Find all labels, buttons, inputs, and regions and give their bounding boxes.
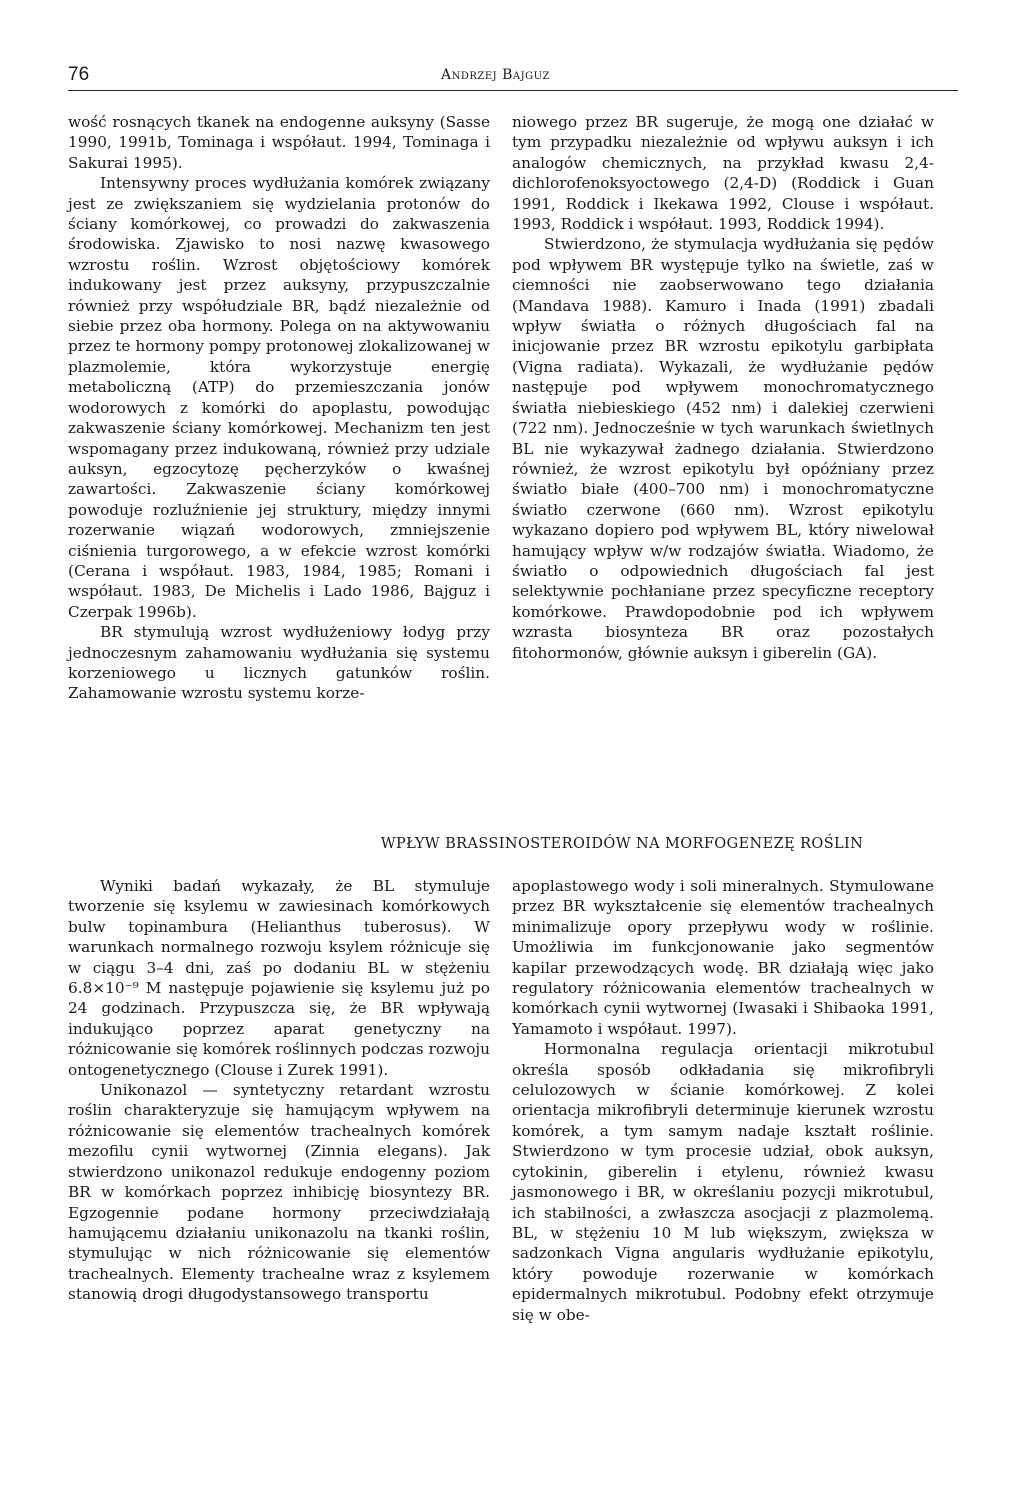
paragraph: niowego przez BR sugeruje, że mogą one działać w tym przypadku niezależnie od wpływu auksyn i ich analogów chemicznych, na przykład kwasu 2,4-dichlorofenoksyoctowego (2,4-D) (Roddick i Guan 1991, Roddick i Ikekawa 1992, Clouse i współaut. 1993, Roddick i współaut. 1993, Roddick 1994).: [512, 113, 934, 234]
paragraph: Intensywny proces wydłużania komórek związany jest ze zwiększaniem się wydzielania protonów do ściany komórkowej, co prowadzi do zakwaszenia środowiska. Zjawisko to nosi nazwę kwasowego wzrostu roślin. Wzrost objętościowy komórek indukowany jest przez auksyny, przypuszczalnie również przy współudziale BR, bądź niezależnie od siebie przez oba hormony. Polega on na aktywowaniu przez te hormony pompy protonowej zlokalizowanej w plazmolemie, która wykorzystuje energię metaboliczną (ATP) do przemieszczania jonów wodorowych z komórki do apoplastu, powodując zakwaszenie ściany komórkowej. Mechanizm ten jest wspomagany przez indukowaną, również przy udziale auksyn, egzocytozę pęcherzyków o kwaśnej zawartości. Zakwaszenie ściany komórkowej powoduje rozluźnienie jej struktury, między innymi rozerwanie wiązań wodorowych, zmniejszenie ciśnienia turgorowego, a w efekcie wzrost komórki (Cerana i współaut. 1983, 1984, 1985; Romani i współaut. 1983, De Michelis i Lado 1986, Bajguz i Czerpak 1996b).: [68, 174, 490, 621]
running-head-author: Andrzej Bajguz: [441, 67, 550, 83]
paragraph: apoplastowego wody i soli mineralnych. Stymulowane przez BR wykształcenie się elementów trachealnych minimalizuje opory przepływu wody w roślinie. Umożliwia im funkcjonowanie jako segmentów kapilar przewodzących wodę. BR działają więc jako regulatory różnicowania elementów trachealnych w komórkach cynii wytwornej (Iwasaki i Shibaoka 1991, Yamamoto i współaut. 1997).: [512, 877, 934, 1038]
top-right-column: [512, 112, 934, 663]
bottom-right-column: [512, 876, 934, 1325]
paragraph: Unikonazol — syntetyczny retardant wzrostu roślin charakteryzuje się hamującym wpływem na różnicowanie się elementów trachealnych komórek mezofilu cynii wytwornej (Zinnia elegans). Jak stwierdzono unikonazol redukuje endogenny poziom BR w komórkach poprzez inhibicję biosyntezy BR. Egzogennie podane hormony przeciwdziałają hamującemu działaniu unikonazolu na tkanki roślin, stymulując w nich różnicowanie się elementów trachealnych. Elementy trachealne wraz z ksylemem stanowią drogi długodystansowego transportu: [68, 1081, 490, 1304]
paragraph: BR stymulują wzrost wydłużeniowy łodyg przy jednoczesnym zahamowaniu wydłużania się systemu korzeniowego u licznych gatunków roślin. Zahamowanie wzrostu systemu korze-: [68, 623, 490, 703]
paragraph: Stwierdzono, że stymulacja wydłużania się pędów pod wpływem BR występuje tylko na świetle, zaś w ciemności nie zaobserwowano tego działania (Mandava 1988). Kamuro i Inada (1991) zbadali wpływ światła o różnych długościach fal na inicjowanie przez BR wzrostu epikotylu garbipłata (Vigna radiata). Wykazali, że wydłużanie pędów następuje pod wpływem monochromatycznego światła niebieskiego (452 nm) i dalekiej czerwieni (722 nm). Jednocześnie w tych warunkach świetlnych BL nie wykazywał żadnego działania. Stwierdzono również, że wzrost epikotylu był opóźniany przez światło białe (400–700 nm) i monochromatyczne światło czerwone (660 nm). Wzrost epikotylu wykazano dopiero pod wpływem BL, który niwelował hamujący wpływ w/w rodzajów światła. Wiadomo, że światło o odpowiednich długościach fal jest selektywnie pochłaniane przez specyficzne receptory komórkowe. Prawdopodobnie pod ich wpływem wzrasta biosynteza BR oraz pozostałych fitohormonów, głównie auksyn i giberelin (GA).: [512, 235, 934, 662]
top-left-column: [68, 112, 490, 704]
section-heading-text: WPŁYW BRASSINOSTEROIDÓW NA MORFOGENEZĘ ROŚLIN: [380, 836, 864, 852]
paragraph: wość rosnących tkanek na endogenne auksyny (Sasse 1990, 1991b, Tominaga i współaut. 1994, Tominaga i Sakurai 1995).: [68, 113, 490, 172]
page-header: [68, 62, 958, 91]
paragraph: Hormonalna regulacja orientacji mikrotubul określa sposób odkładania się mikrofibryli celulozowych w ścianie komórkowej. Z kolei orientacja mikrofibryli determinuje kierunek wzrostu komórek, a tym samym nadaje kształt roślinie. Stwierdzono w tym procesie udział, obok auksyn, cytokinin, giberelin i etylenu, również kwasu jasmonowego i BR, w określaniu pozycji mikrotubul, ich stabilności, a zwłaszcza asocjacji z plazmolemą. BL, w stężeniu 10 M lub większym, zwiększa w sadzonkach Vigna angularis wydłużanie epikotylu, który powoduje rozerwanie w komórkach epidermalnych mikrotubul. Podobny efekt otrzymuje się w obe-: [512, 1040, 934, 1324]
paragraph: Wyniki badań wykazały, że BL stymuluje tworzenie się ksylemu w zawiesinach komórkowych bulw topinambura (Helianthus tuberosus). W warunkach normalnego rozwoju ksylem różnicuje się w ciągu 3–4 dni, zaś po dodaniu BL w stężeniu 6.8×10⁻⁹ M następuje pojawienie się ksylemu już po 24 godzinach. Przypuszcza się, że BR wpływają indukująco poprzez aparat genetyczny na różnicowanie się komórek roślinnych podczas rozwoju ontogenetycznego (Clouse i Zurek 1991).: [68, 877, 490, 1079]
page-number: 76: [68, 64, 90, 85]
section-heading: [0, 836, 1024, 852]
bottom-left-column: [68, 876, 490, 1305]
